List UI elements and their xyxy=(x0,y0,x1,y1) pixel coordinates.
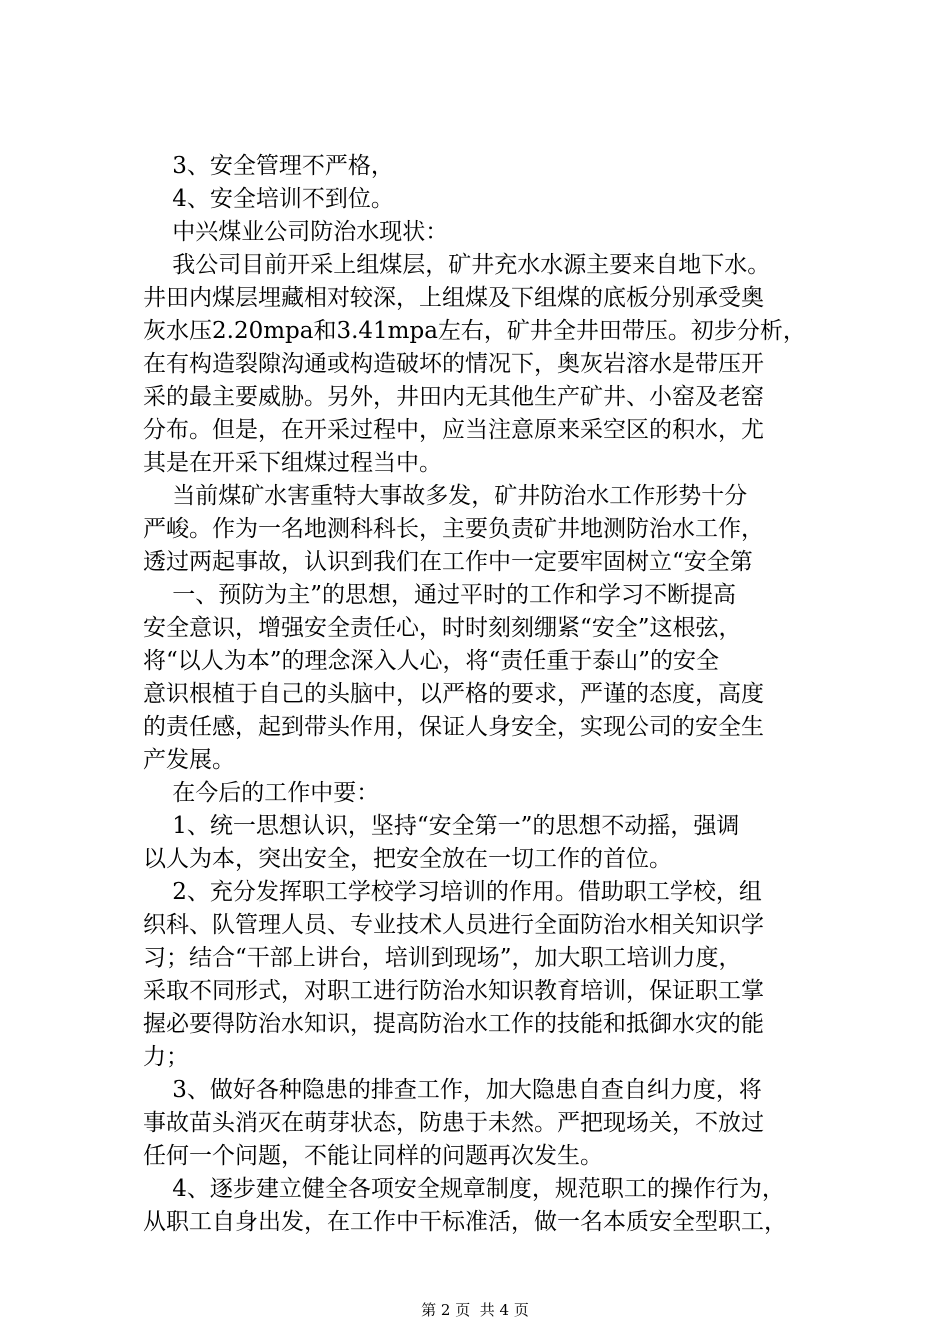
text-line: 3、安全管理不严格， xyxy=(143,153,394,179)
text-line: 在有构造裂隙沟通或构造破坏的情况下，奥灰岩溶水是带压开 xyxy=(143,351,764,377)
text-line: 4、安全培训不到位。 xyxy=(143,186,394,212)
text-line: 其是在开采下组煤过程当中。 xyxy=(143,450,442,476)
text-line: 安全意识，增强安全责任心，时时刻刻绷紧“安全”这根弦， xyxy=(143,615,742,641)
page-number-footer: 第 2 页 共 4 页 xyxy=(421,1301,529,1319)
text-line: 从职工自身出发，在工作中干标准活，做一名本质安全型职工， xyxy=(143,1209,787,1235)
text-line: 采的最主要威胁。另外，井田内无其他生产矿井、小窑及老窑 xyxy=(143,384,764,410)
text-line: 1、统一思想认识，坚持“安全第一”的思想不动摇，强调 xyxy=(143,813,740,839)
text-line: 任何一个问题，不能让同样的问题再次发生。 xyxy=(143,1143,603,1169)
text-line: 事故苗头消灭在萌芽状态，防患于未然。严把现场关，不放过 xyxy=(143,1110,764,1136)
text-line: 将“以人为本”的理念深入人心，将“责任重于泰山”的安全 xyxy=(143,648,720,674)
text-line: 分布。但是，在开采过程中，应当注意原来采空区的积水，尤 xyxy=(143,417,764,443)
text-line: 以人为本，突出安全，把安全放在一切工作的首位。 xyxy=(143,846,672,872)
text-line: 3、做好各种隐患的排查工作，加大隐患自查自纠力度，将 xyxy=(143,1077,762,1103)
section-heading: 中兴煤业公司防治水现状： xyxy=(143,219,449,245)
text-line: 意识根植于自己的头脑中，以严格的要求，严谨的态度，高度 xyxy=(143,681,764,707)
text-line: 4、逐步建立健全各项安全规章制度，规范职工的操作行为， xyxy=(143,1176,785,1202)
text-line: 一、预防为主”的思想，通过平时的工作和学习不断提高 xyxy=(143,582,737,608)
text-line: 产发展。 xyxy=(143,747,235,773)
text-line: 透过两起事故，认识到我们在工作中一定要牢固树立“安全第 xyxy=(143,549,753,575)
text-line: 织科、队管理人员、专业技术人员进行全面防治水相关知识学 xyxy=(143,912,764,938)
text-line: 灰水压2.20mpa和3.41mpa左右，矿井全井田带压。初步分析， xyxy=(143,318,806,344)
text-line: 严峻。作为一名地测科科长，主要负责矿井地测防治水工作， xyxy=(143,516,764,542)
document-body xyxy=(143,150,833,1239)
text-line: 习；结合“干部上讲台，培训到现场”，加大职工培训力度， xyxy=(143,945,742,971)
text-line: 井田内煤层埋藏相对较深，上组煤及下组煤的底板分别承受奥 xyxy=(143,285,764,311)
text-line: 力； xyxy=(143,1044,189,1070)
text-line: 握必要得防治水知识，提高防治水工作的技能和抵御水灾的能 xyxy=(143,1011,764,1037)
text-line: 我公司目前开采上组煤层，矿井充水水源主要来自地下水。 xyxy=(143,252,771,278)
text-line: 当前煤矿水害重特大事故多发，矿井防治水工作形势十分 xyxy=(143,483,748,509)
section-heading: 在今后的工作中要： xyxy=(143,780,380,806)
text-line: 的责任感，起到带头作用，保证人身安全，实现公司的安全生 xyxy=(143,714,764,740)
text-line: 2、充分发挥职工学校学习培训的作用。借助职工学校，组 xyxy=(143,879,762,905)
text-line: 采取不同形式，对职工进行防治水知识教育培训，保证职工掌 xyxy=(143,978,764,1004)
